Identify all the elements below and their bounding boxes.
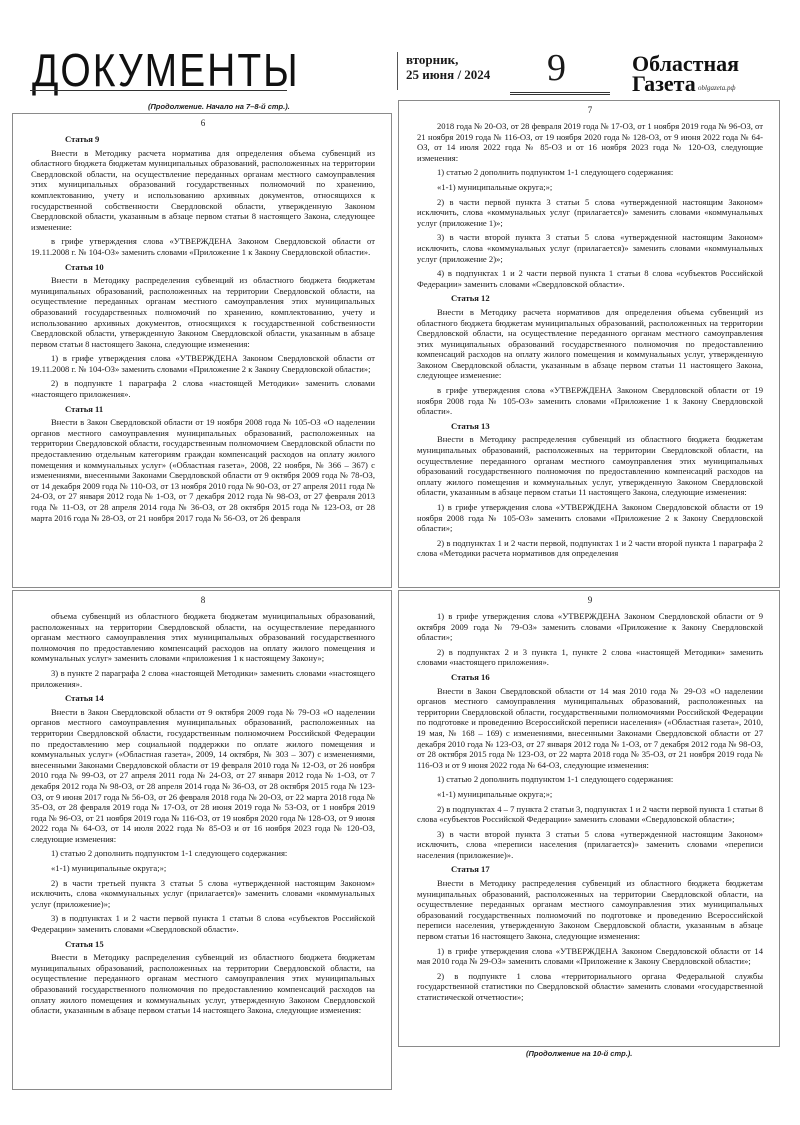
paragraph: Внести в Методику распределения субвенций из областного бюджета бюджетам муниципальных образований, расположенных на территории Свердловской области, на осуществление переданного органам местного самоуправления этих муниципальных образований государственного полномочия по предоставлению компенсаций расходов на оплату жилого помещения и коммунальных услуг, утвержденную Законом Свердловской области, указанным в абзаце первом статьи 14 настоящего Закона, следующие изменения:: [31, 952, 375, 1016]
masthead-rule: [30, 90, 287, 91]
panel-page-number: 6: [200, 118, 206, 128]
masthead-divider: [397, 52, 398, 90]
paragraph: 1) в грифе утверждения слова «УТВЕРЖДЕНА Законом Свердловской области от 19.11.2008 г. № 104-ОЗ» заменить словами «Приложение 2 к Закону Свердловской области»;: [31, 353, 375, 374]
paragraph: Внести в Методику распределения субвенций из областного бюджета бюджетам муниципальных образований, расположенных на территории Свердловской области, на осуществление переданных органам местного самоуправления этих муниципальных образований государственных полномочий по хранению, комплектованию, учету и использованию архивных документов, относящихся к государственной собственности Свердловской области, утвержденную Законом Свердловской области, указанным в абзаце первом статьи 8 настоящего Закона, следующие изменения:: [31, 275, 375, 349]
paragraph: Внести в Методику распределения субвенций из областного бюджета бюджетам муниципальных образований, расположенных на территории Свердловской области, на осуществление переданных органам местного самоуправления этих муниципальных образований государственных полномочий по подготовке и проведению Всероссийской переписи населения, утвержденную Законом Свердловской области, указанным в абзаце первом статьи 16 настоящего Закона, следующие изменения:: [417, 878, 763, 942]
paragraph: Внести в Закон Свердловской области от 9 октября 2009 года № 79-ОЗ «О наделении органов местного самоуправления муниципальных образований, расположенных на территории Свердловской области, государственным полномочием Российской Федерации по предоставлению мер социальной поддержки по оплате жилого помещения и коммунальных услуг» («Областная газета», 2009, 14 октября, № 303 – 307) с изменениями, внесенными Законами Свердловской области от 19 февраля 2010 года № 12-ОЗ, от 26 ноября 2010 года № 99-ОЗ, от 27 апреля 2011 года № 24-ОЗ, от 27 января 2012 года № 1-ОЗ, от 7 декабря 2012 года № 98-ОЗ, от 28 апреля 2014 года № 36-ОЗ, от 28 октября 2015 года № 123-ОЗ, от 9 июня 2017 года № 56-ОЗ, от 26 февраля 2018 года № 20-ОЗ, от 22 марта 2018 года № 35-ОЗ, от 28 февраля 2019 года № 17-ОЗ, от 28 июня 2019 года № 53-ОЗ, от 1 ноября 2019 года № 96-ОЗ, от 21 ноября 2019 года № 116-ОЗ, от 19 ноября 2020 года № 128-ОЗ, от 9 июня 2022 года № 64-ОЗ, от 14 июля 2022 года № 85-ОЗ и от 16 ноября 2023 года № 120-ОЗ, следующие изменения:: [31, 706, 375, 844]
paragraph: 2) в подпунктах 2 и 3 пункта 1, пункте 2 слова «настоящей Методики» заменить словами «настоящего приложения».: [417, 646, 763, 668]
panel-page-number: 8: [200, 595, 206, 605]
paragraph: 2) в части первой пункта 3 статьи 5 слова «утвержденной настоящим Законом» исключить, слова «коммунальных услуг (прилагается)» заменить словами «коммунальных услуг (приложение 1)»;: [417, 196, 763, 228]
section-title: ДОКУМЕНТЫ: [32, 46, 300, 97]
logo-line-1: Областная: [632, 51, 740, 76]
paragraph: 1) статью 2 дополнить подпунктом 1-1 следующего содержания:: [437, 167, 674, 178]
paragraph: 3) в части второй пункта 3 статьи 5 слова «утвержденной настоящим Законом» исключить, слова «коммунальных услуг (прилагается)» заменить словами «коммунальных услуг (приложение 2)»;: [417, 232, 763, 264]
document-page-8: [12, 590, 392, 1090]
article-heading: Статья 17: [451, 864, 490, 875]
continued-on-note: (Продолжение на 10-й стр.).: [526, 1049, 633, 1058]
issue-weekday: вторник,: [406, 52, 459, 67]
masthead: [22, 40, 778, 100]
paragraph: 1) в грифе утверждения слова «УТВЕРЖДЕНА Законом Свердловской области от 14 мая 2010 года № 29-ОЗ» заменить словами «Приложение к Закону Свердловской области»;: [417, 945, 763, 967]
panel-page-number: 7: [587, 105, 593, 115]
page-number: 9: [547, 47, 566, 89]
paragraph: «1-1) муниципальные округа;»;: [437, 788, 553, 799]
article-heading: Статья 16: [451, 671, 490, 682]
article-heading: Статья 13: [451, 420, 490, 431]
continued-from-note: (Продолжение. Начало на 7–8-й стр.).: [148, 102, 290, 111]
paragraph: Внести в Методику расчета нормативов для определения объема субвенций из областного бюджета бюджетам муниципальных образований, расположенных на территории Свердловской области, на осуществление переданного органам местного самоуправления этих муниципальных образований государственного полномочия по предоставлению компенсаций расходов на оплату жилого помещения и коммунальных услуг, утвержденную Законом Свердловской области, указанным в абзаце первом статьи 11 настоящего Закона, следующее изменение:: [417, 306, 763, 381]
paragraph: объема субвенций из областного бюджета бюджетам муниципальных образований, расположенных на территории Свердловской области, на осуществление переданного органам местного самоуправления этих муниципальных образований государственного полномочия по предоставлению компенсаций расходов на оплату жилого помещения и коммунальных услуг» заменить словами «приложения 1 к настоящему Закону»;: [31, 611, 375, 664]
paragraph: 1) в грифе утверждения слова «УТВЕРЖДЕНА Законом Свердловской области от 19 ноября 2008 года № 105-ОЗ» заменить словами «Приложение 2 к Закону Свердловской области»;: [417, 502, 763, 534]
document-page-9: [398, 590, 780, 1047]
newspaper-url: oblgazeta.рф: [698, 84, 736, 92]
paragraph: Внести в Закон Свердловской области от 14 мая 2010 года № 29-ОЗ «О наделении органов местного самоуправления муниципальных образований, расположенных на территории Свердловской области, государственными полномочиями Российской Федерации по подготовке и проведению Всероссийской переписи населения» («Областная газета», 2010, 19 мая, № 168 – 169) с изменениями, внесенными Законами Свердловской области от 27 декабря 2010 года № 123-ОЗ, от 27 января 2012 года № 1-ОЗ, от 7 декабря 2012 года № 98-ОЗ, от 28 октября 2015 года № 123-ОЗ, от 22 марта 2018 года № 35-ОЗ, от 21 ноября 2019 года № 116-ОЗ и от 9 июня 2022 года № 64-ОЗ, следующие изменения:: [417, 685, 763, 770]
page-number-rule: [510, 92, 610, 95]
paragraph: 2) в подпункте 1 параграфа 2 слова «настоящей Методики» заменить словами «настоящего приложения».: [31, 378, 375, 400]
paragraph: 2) в подпунктах 4 – 7 пункта 2 статьи 3, подпунктах 1 и 2 части первой пункта 1 статьи 8 слова «субъектов Российской Федерации» заменить словами «Свердловской области»;: [417, 803, 764, 825]
article-heading: Статья 10: [65, 261, 104, 272]
paragraph: 2) в части третьей пункта 3 статьи 5 слова «утвержденной настоящим Законом» исключить, слова «коммунальных услуг (прилагается)» заменить словами «коммунальных услуг (приложение)»;: [31, 877, 375, 909]
paragraph: 2) в подпункте 1 слова «территориального органа Федеральной службы государственной статистики по Свердловской области» заменить словами «государственной статистической отчетности»;: [417, 970, 763, 1002]
document-page-7: [398, 100, 780, 588]
paragraph: 4) в подпунктах 1 и 2 части первой пункта 1 статьи 8 слова «субъектов Российской Федерации» заменить словами «Свердловской области».: [417, 268, 763, 289]
paragraph: в грифе утверждения слова «УТВЕРЖДЕНА Законом Свердловской области от 19.11.2008 г. № 104-ОЗ» заменить словами «Приложение 1 к Закону Свердловской области».: [31, 236, 375, 257]
paragraph: 3) в части второй пункта 3 статьи 5 слова «утвержденной настоящим Законом» исключить, слова «переписи населения (прилагается)» заменить словами «переписи населения (приложение)».: [417, 828, 763, 860]
article-heading: Статья 15: [65, 938, 104, 949]
paragraph: «1-1) муниципальные округа;»;: [51, 863, 167, 874]
paragraph: 1) в грифе утверждения слова «УТВЕРЖДЕНА Законом Свердловской области от 9 октября 2009 года № 79-ОЗ» заменить словами «Приложение к Закону Свердловской области»;: [417, 611, 763, 643]
paragraph: в грифе утверждения слова «УТВЕРЖДЕНА Законом Свердловской области от 19 ноября 2008 года № 105-ОЗ» заменить словами «Приложение 1 к Закону Свердловской области».: [417, 385, 763, 417]
panel-page-number: 9: [587, 595, 593, 605]
paragraph: Внести в Методику распределения субвенций из областного бюджета бюджетам муниципальных образований, расположенных на территории Свердловской области, на осуществление переданного органам местного самоуправления этих муниципальных образований государственного полномочия по предоставлению компенсаций расходов на оплату жилого помещения и коммунальных услуг, утвержденную Законом Свердловской области, указанным в абзаце первом статьи 11 настоящего Закона, следующие изменения:: [417, 434, 763, 498]
paragraph: 1) статью 2 дополнить подпунктом 1-1 следующего содержания:: [51, 848, 288, 859]
article-heading: Статья 12: [451, 293, 490, 304]
paragraph: 1) статью 2 дополнить подпунктом 1-1 следующего содержания:: [437, 774, 674, 785]
document-page-6: [12, 113, 392, 588]
paragraph: Внести в Методику расчета норматива для определения объема субвенций из областного бюджета бюджетам муниципальных образований, расположенных на территории Свердловской области, на осуществление переданных органам местного самоуправления этих муниципальных образований государственных полномочий по хранению, комплектованию, учету и использованию архивных документов, относящихся к государственной собственности Свердловской области, утвержденную Законом Свердловской области, указанным в абзаце первом статьи 8 настоящего Закона, следующее изменение:: [31, 147, 375, 232]
logo-line-2: Газета: [632, 71, 696, 96]
issue-date-value: 25 июня / 2024: [406, 67, 491, 82]
issue-date: [406, 52, 490, 82]
article-heading: Статья 9: [65, 134, 100, 144]
paragraph: 3) в подпунктах 1 и 2 части первой пункта 1 статьи 8 слова «субъектов Российской Федерации» заменить словами «Свердловской области».: [31, 913, 375, 935]
paragraph: «1-1) муниципальные округа;»;: [437, 181, 553, 192]
paragraph: 2018 года № 20-ОЗ, от 28 февраля 2019 года № 17-ОЗ, от 1 ноября 2019 года № 96-ОЗ, от 21 ноября 2019 года № 116-ОЗ, от 19 ноября 2020 года № 128-ОЗ, от 9 июня 2022 года № 64-ОЗ, от 14 июля 2022 года № 85-ОЗ и от 16 ноября 2023 года № 120-ОЗ, следующие изменения:: [417, 121, 763, 163]
paragraph: 3) в пункте 2 параграфа 2 слова «настоящей Методики» заменить словами «настоящего приложения».: [31, 667, 375, 689]
paragraph: Внести в Закон Свердловской области от 19 ноября 2008 года № 105-ОЗ «О наделении органов местного самоуправления муниципальных образований, расположенных на территории Свердловской области, государственным полномочием Свердловской области по предоставлению отдельным категориям граждан компенсаций расходов на оплату жилого помещения и коммунальных услуг» («Областная газета», 2008, 22 ноября, № 366 – 367) с изменениями, внесенными Законами Свердловской области от 9 октября 2009 года № 78-ОЗ, от 14 декабря 2009 года № 110-ОЗ, от 13 ноября 2010 года № 90-ОЗ, от 27 апреля 2011 года № 24-ОЗ, от 27 января 2012 года № 1-ОЗ, от 7 декабря 2012 года № 98-ОЗ, от 27 февраля 2013 года № 11-ОЗ, от 28 апреля 2014 года № 36-ОЗ, от 28 октября 2015 года № 123-ОЗ, от 28 марта 2016 года № 28-ОЗ, от 21 ноября 2017 года № 56-ОЗ, от 26 февраля: [31, 417, 375, 523]
article-heading: Статья 11: [65, 403, 104, 414]
paragraph: 2) в подпунктах 1 и 2 части первой, подпунктах 1 и 2 части второй пункта 1 параграфа 2 слова «Методики расчета нормативов для определения: [417, 537, 763, 559]
article-heading: Статья 14: [65, 693, 104, 704]
